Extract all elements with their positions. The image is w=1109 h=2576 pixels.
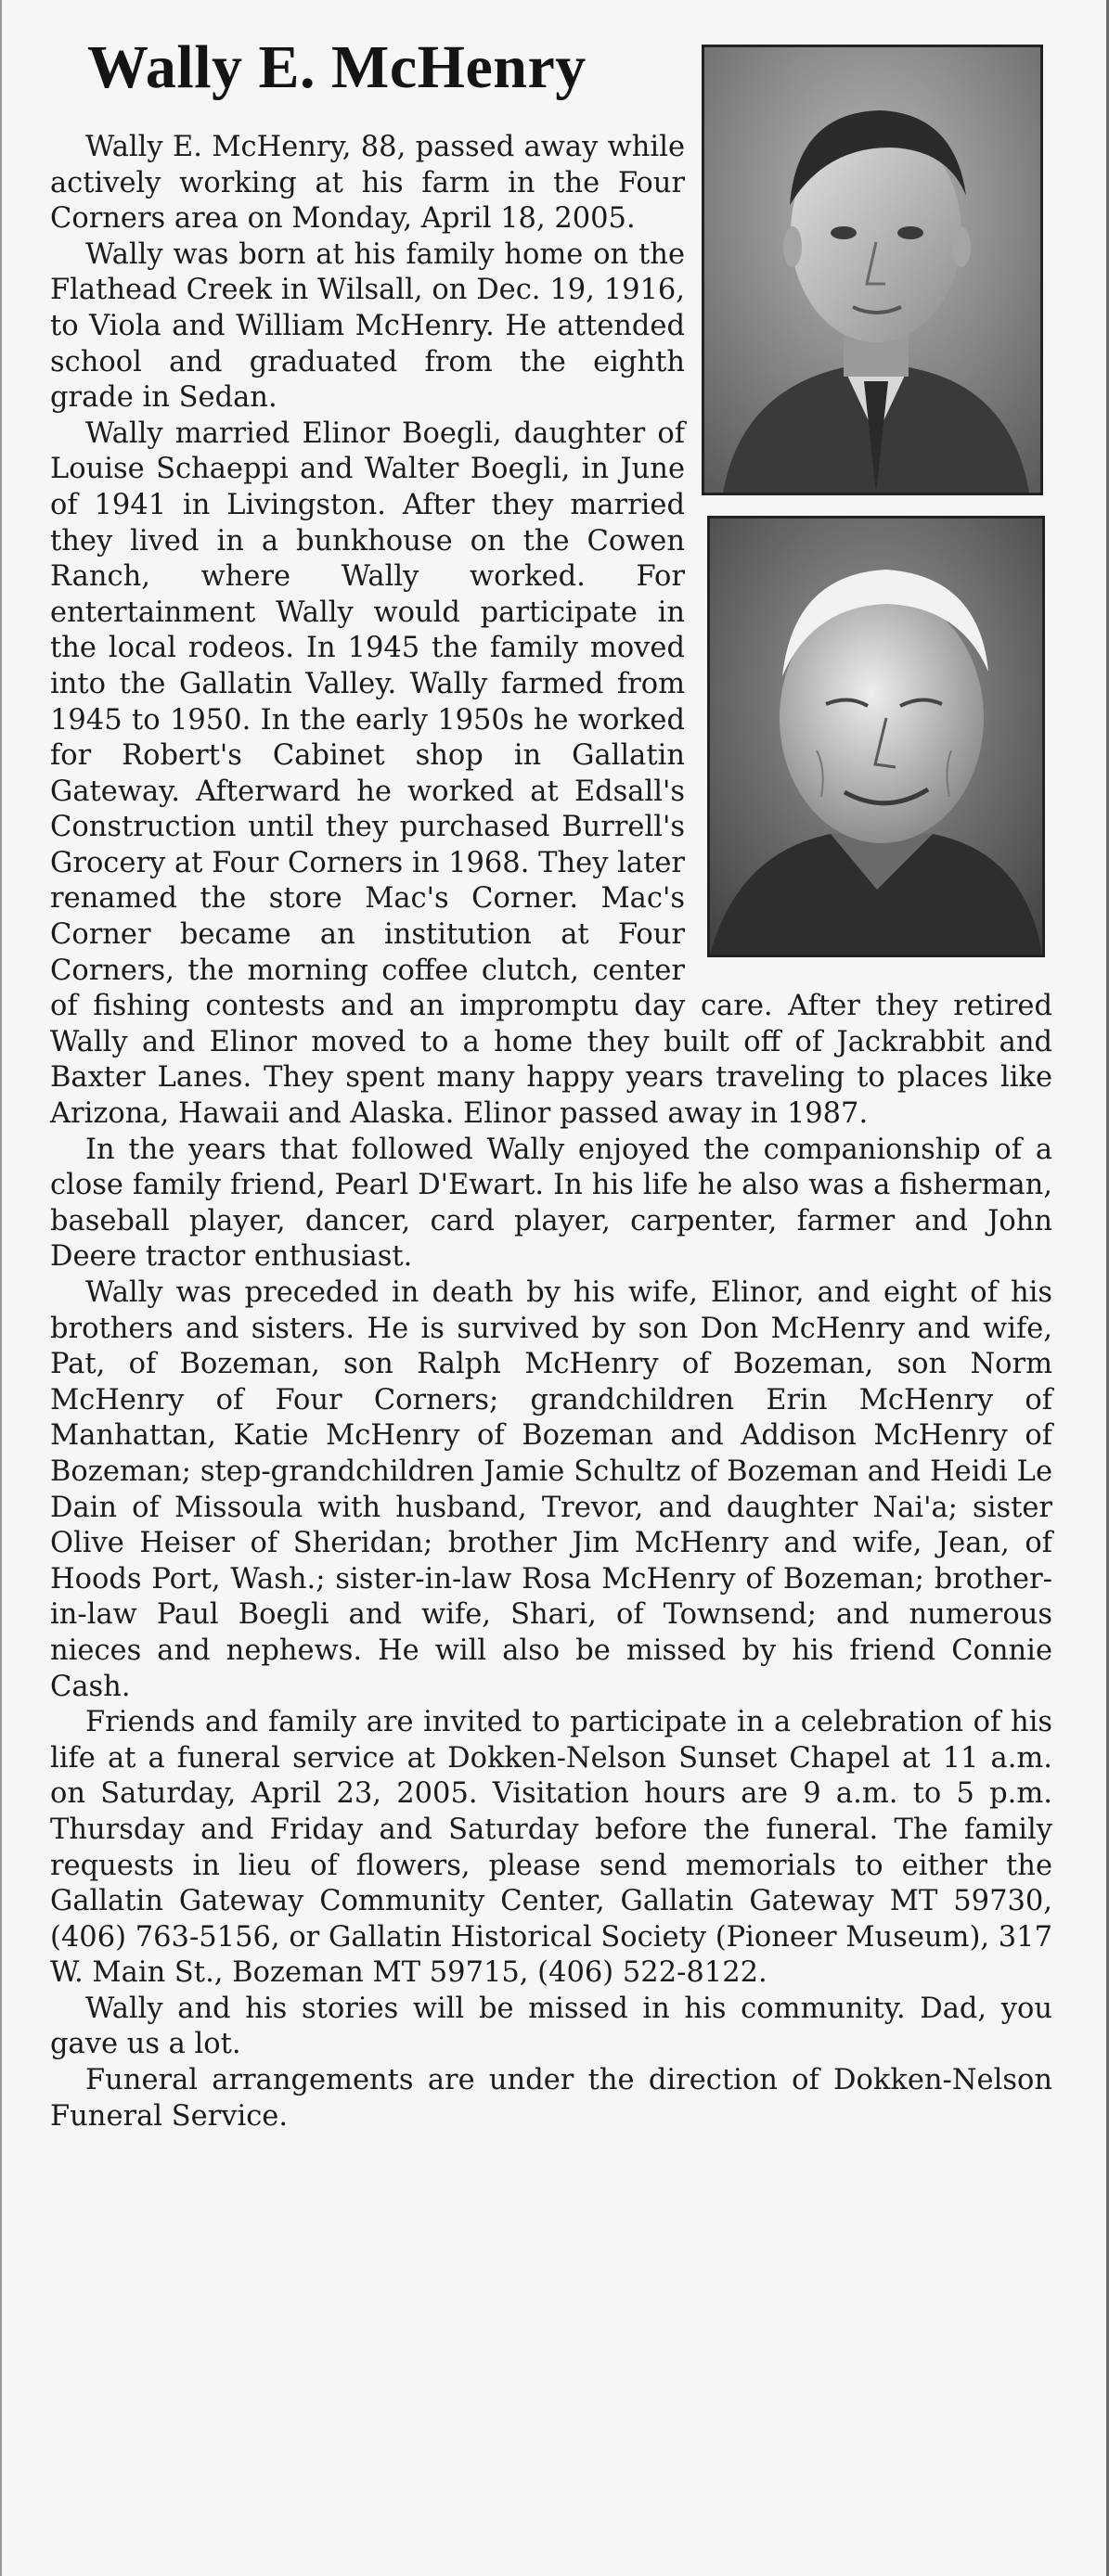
paragraph-marriage-career: Wally married Elinor Boegli, daughter of Louise Schaeppi and Walter Boegli, in June of 1941 in Livingston. After they married they lived in a bunkhouse on the Cowen Ranch, where Wally worked. For entertainment Wally would participate in the local rodeos. In 1945 the family moved into the Gallatin Valley. Wally farmed from 1945 to 1950. In the early 1950s he worked for Robert's Cabinet shop in Gallatin Gateway. Afterward he worked at Edsall's Construction until they purchased Burrell's Grocery at Four Corners in 1968. They later renamed the store Mac's Corner. Mac's Corner became an institution at Four Corners, the morning coffee clutch, center of fishing contests and an impromptu day care. After they retired Wally and Elinor moved to a home they built off of Jackrabbit and Baxter Lanes. They spent many happy years traveling to places like Arizona, Hawaii and Alaska. Elinor passed away in 1987.: [50, 417, 1052, 1131]
obituary-headline: Wally E. McHenry: [87, 33, 587, 101]
photo-column-spacer: [685, 130, 1052, 974]
paragraph-tribute: Wally and his stories will be missed in his community. Dad, you gave us a lot.: [50, 1992, 1052, 2061]
paragraph-survivors: Wally was preceded in death by his wife, Elinor, and eight of his brothers and sisters. He is survived by son Don McHenry and wife, Pat, of Bozeman, son Ralph McHenry of Bozeman, son Norm McHenry of Four Corners; grandchildren Erin McHenry of Manhattan, Katie McHenry of Bozeman and Addison McHenry of Bozeman; step-grandchildren Jamie Schultz of Bozeman and Heidi Le Dain of Missoula with husband, Trevor, and daughter Nai'a; sister Olive Heiser of Sheridan; brother Jim McHenry and wife, Jean, of Hoods Port, Wash.; sister-in-law Rosa McHenry of Bozeman; brother-in-law Paul Boegli and wife, Shari, of Townsend; and numerous nieces and nephews. He will also be missed by his friend Connie Cash.: [50, 1276, 1052, 1703]
paragraph-passing: Wally E. McHenry, 88, passed away while actively working at his farm in the Four Corners area on Monday, April 18, 2005.: [50, 131, 685, 236]
paragraph-birth: Wally was born at his family home on the Flathead Creek in Wilsall, on Dec. 19, 1916, to Viola and William McHenry. He attended school and graduated from the eighth grade in Sedan.: [50, 237, 685, 415]
paragraph-arrangements: Funeral arrangements are under the direction of Dokken-Nelson Funeral Service.: [50, 2064, 1052, 2133]
paragraph-service: Friends and family are invited to participate in a celebration of his life at a funeral service at Dokken-Nelson Sunset Chapel at 11 a.m. on Saturday, April 23, 2005. Visitation hours are 9 a.m. to 5 p.m. Thursday and Friday and Saturday before the funeral. The family requests in lieu of flowers, please send memorials to either the Gallatin Gateway Community Center, Gallatin Gateway MT 59730, (406) 763-5156, or Gallatin Historical Society (Pioneer Museum), 317 W. Main St., Bozeman MT 59715, (406) 522-8122.: [50, 1706, 1052, 1990]
obituary-body: [50, 130, 1052, 2134]
paragraph-later-years: In the years that followed Wally enjoyed the companionship of a close family friend, Pearl D'Ewart. In his life he also was a fisherman, baseball player, dancer, card player, carpenter, farmer and John Deere tractor enthusiast.: [50, 1133, 1052, 1274]
